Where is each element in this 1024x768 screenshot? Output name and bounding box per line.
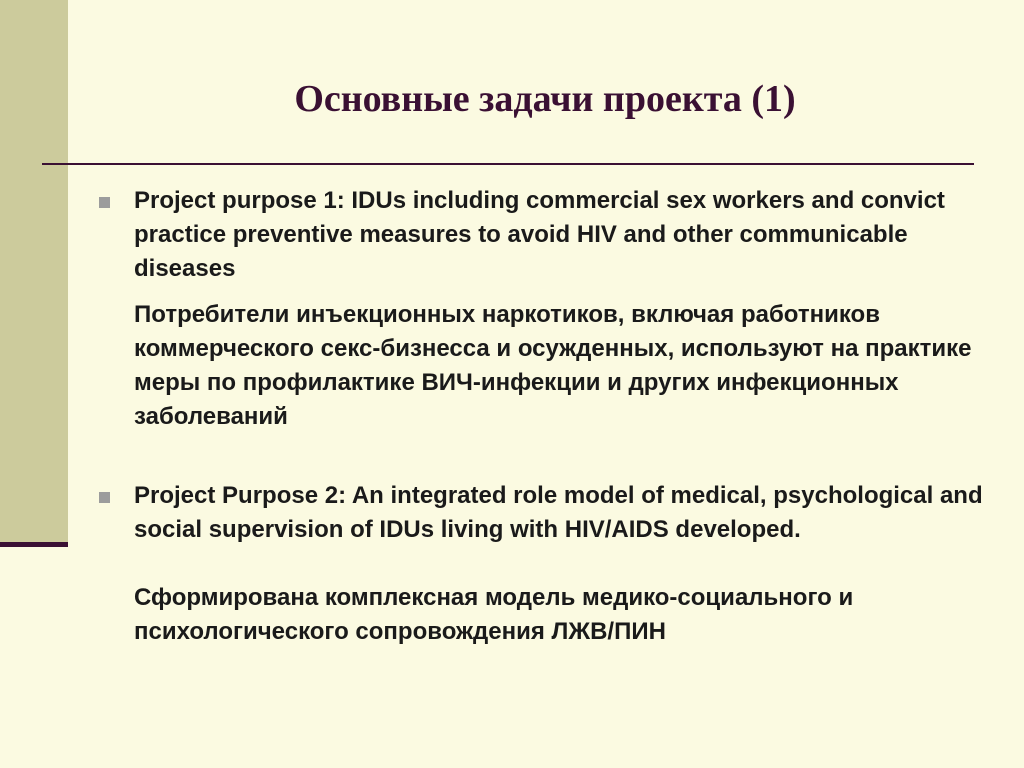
square-bullet-icon [99,197,110,208]
bullet-2-text-ru: Сформирована комплексная модель медико-социального и психологического сопровождения ЛЖВ/ПИН [134,584,854,645]
slide-title: Основные задачи проекта (1) [294,78,796,120]
square-bullet-icon [99,492,110,503]
bullet-1-text-en: Project purpose 1: IDUs including commercial sex workers and convict practice preventive measures to avoid HIV and other communicable diseases [134,187,945,282]
bullet-2-text-en: Project Purpose 2: An integrated role model of medical, psychological and social supervision of IDUs living with HIV/AIDS developed. [134,482,983,543]
bullet-1-text-ru: Потребители инъекционных наркотиков, включая работников коммерческого секс-бизнесса и осужденных, используют на практике меры по профилактике ВИЧ-инфекции и других инфекционных заболеваний [134,301,972,430]
